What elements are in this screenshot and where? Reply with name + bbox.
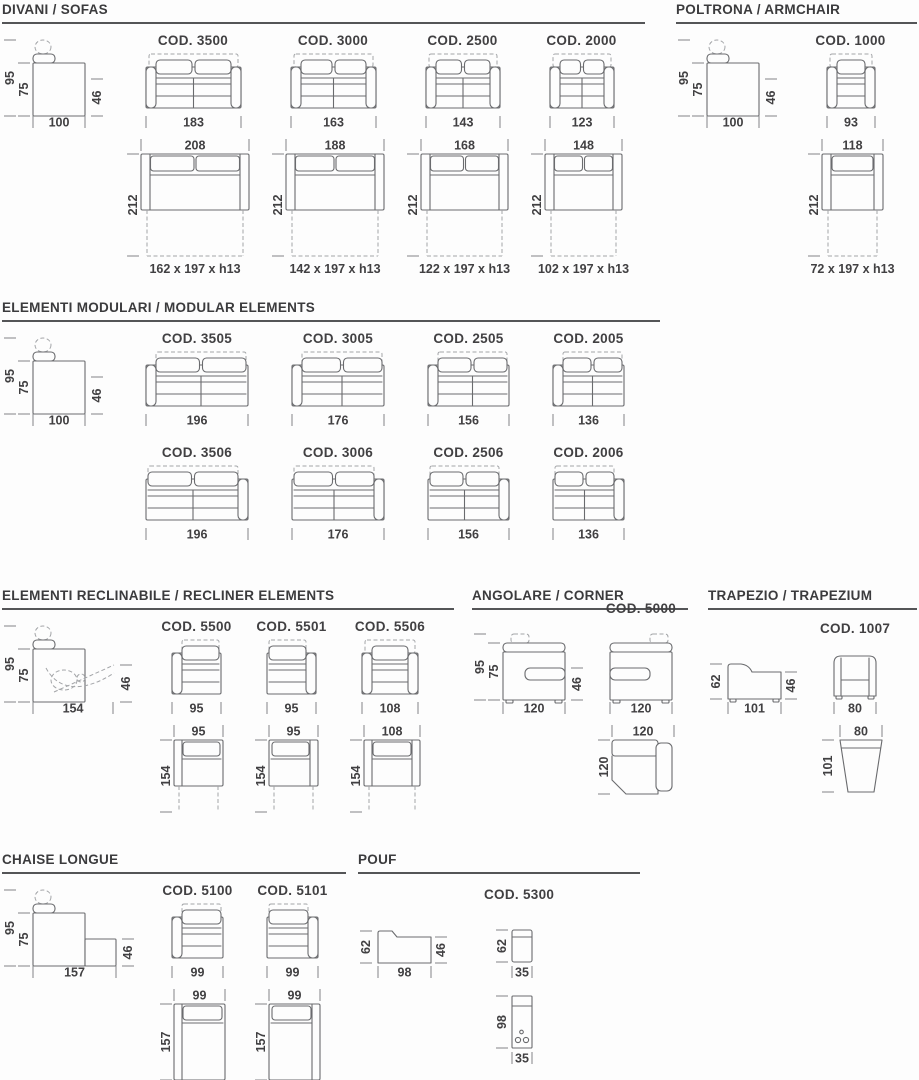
top-view-drawing (494, 988, 544, 1066)
drawing-cell (280, 444, 396, 544)
svg-text:46: 46 (764, 90, 778, 105)
drawing-cell (255, 724, 328, 818)
front-view-drawing (160, 638, 233, 718)
svg-text:95: 95 (3, 369, 17, 383)
front-view-drawing (279, 52, 388, 132)
svg-text:35: 35 (515, 965, 530, 980)
drawing-cell (538, 32, 626, 132)
svg-text:157: 157 (254, 1031, 268, 1053)
svg-text:163: 163 (322, 115, 344, 130)
svg-text:148: 148 (573, 138, 594, 153)
svg-text:95: 95 (191, 724, 206, 739)
drawing-cell (531, 138, 632, 278)
code-label: COD. 3005 (302, 331, 374, 346)
front-view-drawing (416, 464, 521, 544)
section-title: POLTRONA / ARMCHAIR (676, 2, 917, 24)
section-title: POUF (358, 852, 640, 874)
front-view-drawing (416, 350, 521, 430)
svg-text:93: 93 (843, 115, 858, 130)
svg-text:75: 75 (487, 664, 501, 679)
drawing-cell (541, 444, 636, 544)
code-label: COD. 5000 (605, 601, 677, 616)
svg-text:176: 176 (327, 413, 349, 428)
front-view-drawing (350, 638, 430, 718)
drawing-cell (541, 330, 636, 430)
section-title: TRAPEZIO / TRAPEZIUM (708, 588, 917, 610)
svg-text:188: 188 (324, 138, 346, 153)
svg-text:120: 120 (597, 756, 611, 778)
top-view-drawing (350, 724, 430, 818)
code-label: COD. 2000 (546, 33, 617, 48)
product-column (708, 618, 804, 718)
code-label: COD. 5500 (161, 619, 232, 634)
product-column (358, 882, 454, 982)
svg-text:154: 154 (62, 701, 84, 716)
front-view-drawing (255, 638, 328, 718)
code-label: COD. 2500 (427, 33, 498, 48)
svg-text:154: 154 (349, 765, 363, 787)
svg-text:108: 108 (379, 701, 401, 716)
drawing-cell (255, 882, 330, 982)
svg-text:122 x 197 x h13: 122 x 197 x h13 (418, 262, 511, 276)
product-column (676, 32, 788, 132)
product-column (2, 32, 114, 132)
product-column (808, 32, 893, 278)
drawing-cell (134, 444, 260, 544)
svg-text:162 x 197 x h13: 162 x 197 x h13 (149, 262, 241, 276)
product-column (280, 330, 396, 544)
drawing-cell (598, 724, 684, 800)
drawing-cell (598, 601, 684, 718)
svg-text:196: 196 (186, 527, 208, 542)
svg-text:154: 154 (159, 765, 173, 787)
drawing-cell (416, 444, 521, 544)
svg-text:35: 35 (515, 1051, 530, 1066)
side-view-drawing (472, 618, 590, 718)
drawing-cell (160, 882, 235, 982)
svg-text:99: 99 (285, 965, 300, 980)
svg-text:212: 212 (807, 194, 821, 216)
svg-text:102 x 197 x h13: 102 x 197 x h13 (537, 262, 630, 276)
svg-text:120: 120 (632, 724, 654, 739)
drawing-cell (494, 988, 544, 1066)
svg-text:46: 46 (784, 678, 798, 693)
svg-text:75: 75 (17, 668, 31, 683)
code-label: COD. 2506 (433, 445, 504, 460)
top-view-drawing (598, 724, 684, 800)
svg-text:95: 95 (473, 660, 487, 674)
svg-text:157: 157 (64, 965, 85, 980)
drawing-cell (2, 882, 140, 982)
svg-text:46: 46 (90, 388, 104, 403)
svg-text:98: 98 (495, 1015, 510, 1029)
section-recliner-elements (2, 588, 454, 818)
section-modular-elements (2, 300, 660, 544)
drawing-cell (134, 330, 260, 430)
drawing-cell (358, 882, 454, 982)
drawing-cell (272, 138, 394, 278)
code-label: COD. 5506 (354, 619, 426, 634)
section-title: DIVANI / SOFAS (2, 2, 645, 24)
code-label: COD. 2005 (553, 331, 624, 346)
top-view-drawing (531, 138, 632, 278)
svg-text:98: 98 (397, 965, 412, 980)
code-label: COD. 5300 (484, 887, 555, 902)
code-label: COD. 1000 (815, 33, 886, 48)
svg-text:72 x 197 x h13: 72 x 197 x h13 (810, 262, 895, 276)
side-view-drawing (2, 32, 114, 132)
code-label: COD. 2006 (553, 445, 624, 460)
svg-text:101: 101 (821, 755, 836, 777)
front-view-drawing (134, 464, 260, 544)
front-view-drawing (822, 640, 888, 718)
svg-text:212: 212 (126, 194, 140, 216)
drawing-cell (708, 618, 804, 718)
top-view-drawing (822, 724, 888, 798)
svg-text:99: 99 (287, 988, 302, 1003)
product-column (134, 330, 260, 544)
svg-text:208: 208 (184, 138, 206, 153)
svg-text:108: 108 (381, 724, 403, 739)
section-content (2, 882, 346, 1080)
drawing-cell (472, 618, 590, 718)
svg-text:154: 154 (254, 765, 268, 787)
product-column (350, 618, 430, 818)
side-view-drawing (2, 618, 138, 718)
svg-text:46: 46 (121, 945, 135, 960)
svg-text:99: 99 (190, 965, 205, 980)
top-view-drawing (160, 988, 235, 1080)
svg-text:95: 95 (3, 921, 17, 935)
section-title: CHAISE LONGUE (2, 852, 346, 874)
front-view-drawing (494, 906, 544, 982)
svg-text:118: 118 (842, 138, 863, 153)
drawing-cell (2, 32, 114, 132)
svg-text:212: 212 (271, 194, 285, 216)
svg-text:46: 46 (119, 676, 133, 691)
section-content (358, 882, 640, 1066)
code-label: COD. 3500 (157, 33, 229, 48)
product-column (597, 601, 684, 800)
svg-text:75: 75 (691, 82, 705, 97)
code-label: COD. 5101 (257, 883, 328, 898)
drawing-cell (350, 724, 430, 818)
front-view-drawing (134, 52, 253, 132)
svg-text:80: 80 (854, 724, 869, 739)
product-column (2, 882, 140, 982)
svg-text:100: 100 (48, 413, 70, 428)
code-label: COD. 3506 (161, 445, 233, 460)
svg-text:62: 62 (495, 939, 510, 953)
svg-text:176: 176 (327, 527, 349, 542)
svg-text:62: 62 (359, 940, 373, 954)
product-column (472, 618, 590, 718)
drawing-cell (160, 618, 233, 718)
top-view-drawing (127, 138, 259, 278)
section-content (708, 618, 917, 798)
svg-text:95: 95 (286, 724, 301, 739)
product-column (416, 330, 521, 544)
svg-text:212: 212 (530, 194, 544, 216)
front-view-drawing (414, 52, 512, 132)
front-view-drawing (538, 52, 626, 132)
top-view-drawing (255, 724, 328, 818)
drawing-cell (407, 138, 518, 278)
svg-text:95: 95 (189, 701, 204, 716)
section-title: ELEMENTI MODULARI / MODULAR ELEMENTS (2, 300, 660, 322)
front-view-drawing (160, 902, 235, 982)
product-column (484, 882, 554, 1066)
section-sofas (2, 2, 645, 278)
drawing-cell (127, 138, 259, 278)
section-trapezium (708, 588, 917, 798)
svg-text:212: 212 (406, 194, 420, 216)
product-column (531, 32, 632, 278)
product-column (160, 618, 233, 818)
front-view-drawing (280, 350, 396, 430)
section-content (676, 32, 917, 278)
side-view-drawing (676, 32, 788, 132)
svg-text:75: 75 (17, 932, 31, 947)
side-view-drawing (2, 882, 140, 982)
side-view-drawing (358, 882, 454, 982)
svg-text:100: 100 (48, 115, 70, 130)
svg-text:46: 46 (434, 943, 448, 957)
drawing-cell (414, 32, 512, 132)
front-view-drawing (134, 350, 260, 430)
front-view-drawing (815, 52, 887, 132)
svg-text:95: 95 (284, 701, 299, 716)
svg-text:100: 100 (722, 115, 744, 130)
section-corner (472, 588, 688, 800)
section-pouf (358, 852, 640, 1066)
code-label: COD. 1007 (820, 621, 891, 636)
code-label: COD. 3006 (302, 445, 374, 460)
product-column (160, 882, 235, 1080)
svg-text:196: 196 (186, 413, 208, 428)
svg-text:101: 101 (744, 701, 765, 716)
product-column (255, 882, 330, 1080)
product-column (127, 32, 259, 278)
drawing-cell (2, 618, 138, 718)
section-content (2, 32, 645, 278)
svg-text:120: 120 (630, 701, 652, 716)
drawing-cell (676, 32, 788, 132)
svg-text:123: 123 (571, 115, 592, 130)
product-column (272, 32, 394, 278)
drawing-cell (350, 618, 430, 718)
section-chaise-longue (2, 852, 346, 1080)
drawing-cell (484, 882, 554, 982)
product-column (2, 330, 114, 430)
section-content (2, 330, 660, 544)
drawing-cell (160, 988, 235, 1080)
section-content (2, 618, 454, 818)
product-column (255, 618, 328, 818)
top-view-drawing (808, 138, 893, 278)
svg-text:183: 183 (182, 115, 204, 130)
top-view-drawing (407, 138, 518, 278)
code-label: COD. 3505 (161, 331, 233, 346)
svg-text:142 x 197 x h13: 142 x 197 x h13 (289, 262, 381, 276)
section-armchair (676, 2, 917, 278)
svg-text:156: 156 (458, 527, 479, 542)
drawing-cell (808, 138, 893, 278)
drawing-cell (280, 330, 396, 430)
code-label: COD. 2505 (433, 331, 504, 346)
svg-text:99: 99 (192, 988, 207, 1003)
svg-text:46: 46 (90, 90, 104, 105)
top-view-drawing (160, 724, 233, 818)
svg-text:95: 95 (3, 71, 17, 85)
svg-text:143: 143 (452, 115, 473, 130)
top-view-drawing (255, 988, 330, 1080)
front-view-drawing (280, 464, 396, 544)
product-column (2, 618, 138, 718)
front-view-drawing (541, 464, 636, 544)
front-view-drawing (598, 618, 684, 718)
side-view-drawing (2, 330, 114, 430)
front-view-drawing (541, 350, 636, 430)
svg-text:157: 157 (159, 1031, 173, 1053)
drawing-cell (160, 724, 233, 818)
code-label: COD. 3000 (297, 33, 369, 48)
drawing-cell (822, 724, 888, 798)
code-label: COD. 5100 (162, 883, 233, 898)
drawing-cell (820, 618, 890, 718)
drawing-cell (255, 988, 330, 1080)
svg-text:156: 156 (458, 413, 479, 428)
section-content (472, 601, 688, 800)
drawing-cell (134, 32, 253, 132)
drawing-cell (2, 330, 114, 430)
drawing-cell (255, 618, 328, 718)
product-column (407, 32, 518, 278)
front-view-drawing (255, 902, 330, 982)
section-title: ELEMENTI RECLINABILE / RECLINER ELEMENTS (2, 588, 454, 610)
svg-text:95: 95 (3, 657, 17, 671)
side-view-drawing (708, 618, 804, 718)
product-column (541, 330, 636, 544)
svg-text:95: 95 (677, 71, 691, 85)
svg-text:168: 168 (454, 138, 475, 153)
svg-text:120: 120 (523, 701, 545, 716)
product-column (820, 618, 890, 798)
top-view-drawing (272, 138, 394, 278)
svg-text:80: 80 (848, 701, 863, 716)
svg-text:46: 46 (570, 677, 584, 691)
code-label: COD. 5501 (256, 619, 327, 634)
drawing-cell (416, 330, 521, 430)
svg-text:75: 75 (17, 82, 31, 97)
drawing-cell (815, 32, 887, 132)
section-title: ANGOLARE / CORNER (472, 588, 688, 610)
svg-text:62: 62 (709, 674, 723, 689)
svg-text:75: 75 (17, 380, 31, 395)
svg-text:136: 136 (578, 527, 599, 542)
drawing-cell (279, 32, 388, 132)
svg-text:136: 136 (578, 413, 599, 428)
